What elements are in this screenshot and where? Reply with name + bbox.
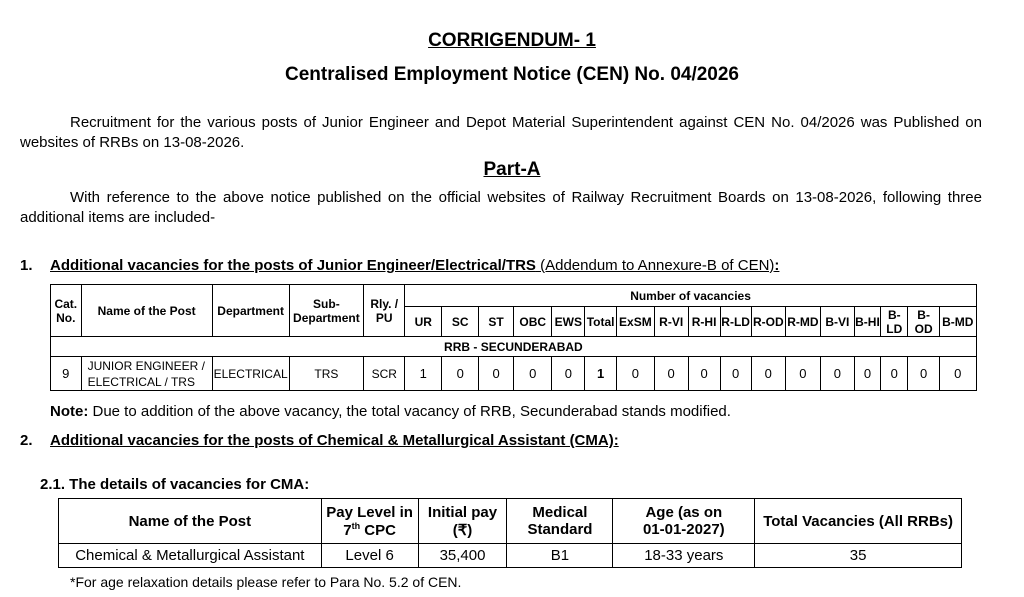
medical-line1: Medical <box>532 504 588 521</box>
header-col: R-MD <box>785 307 820 337</box>
header-pay-level <box>321 499 418 544</box>
cell-value: 0 <box>552 357 585 391</box>
cell-value: 0 <box>654 357 688 391</box>
cell-value: 0 <box>720 357 751 391</box>
intro-paragraph <box>20 113 982 153</box>
header-col: R-HI <box>688 307 720 337</box>
rrb-secunderabad-row: RRB - SECUNDERABAD <box>51 337 977 357</box>
cell-pay-level: Level 6 <box>321 544 418 568</box>
note <box>50 403 731 420</box>
cell-value: 0 <box>616 357 654 391</box>
header-col: B-VI <box>820 307 854 337</box>
note-label: Note: <box>50 403 89 420</box>
header-department: Department <box>212 285 289 337</box>
initial-pay-line2: (₹) <box>452 521 473 539</box>
header-total-vacancies: Total Vacancies (All RRBs) <box>755 499 962 544</box>
cell-value: 0 <box>785 357 820 391</box>
cell-post: Chemical & Metallurgical Assistant <box>59 544 322 568</box>
header-name-of-post: Name of the Post <box>81 285 212 337</box>
header-col: OBC <box>514 307 552 337</box>
header-col: ExSM <box>616 307 654 337</box>
header-col: B-OD <box>908 307 939 337</box>
cell-value-total: 1 <box>585 357 617 391</box>
medical-line2: Standard <box>527 521 593 538</box>
header-rly-pu: Rly. / PU <box>364 285 405 337</box>
age-line1: Age (as on <box>645 504 723 521</box>
pay-level-cpc: CPC <box>360 521 396 539</box>
header-col: B-LD <box>881 307 908 337</box>
junior-engineer-vacancy-table <box>50 284 1011 391</box>
header-col: Total <box>585 307 617 337</box>
header-col: B-MD <box>939 307 976 337</box>
header-col: SC <box>442 307 479 337</box>
item2-subheading: 2.1. The details of vacancies for CMA: <box>40 476 310 493</box>
cell-value: 0 <box>939 357 976 391</box>
header-col: R-VI <box>654 307 688 337</box>
part-title: Part-A <box>483 159 541 180</box>
page-title: CORRIGENDUM- 1 <box>428 30 596 51</box>
pay-level-th: th <box>351 520 361 531</box>
header-cat-no: Cat. No. <box>51 285 82 337</box>
cell-value: 0 <box>908 357 939 391</box>
cell-rly: SCR <box>364 357 405 391</box>
pay-level-line1: Pay Level in <box>326 503 413 521</box>
footnote: *For age relaxation details please refer to Para No. 5.2 of CEN. <box>70 574 462 590</box>
cell-medical: B1 <box>507 544 613 568</box>
cell-age: 18-33 years <box>613 544 755 568</box>
cell-post: JUNIOR ENGINEER / ELECTRICAL / TRS <box>81 357 212 391</box>
page-subtitle: Centralised Employment Notice (CEN) No. 04/2026 <box>284 64 739 85</box>
header-col: UR <box>405 307 442 337</box>
cell-value: 0 <box>514 357 552 391</box>
cell-cat: 9 <box>51 357 82 391</box>
header-sub-department: Sub-Department <box>289 285 364 337</box>
note-text: Due to addition of the above vacancy, the total vacancy of RRB, Secunderabad stands modified. <box>88 403 731 420</box>
cell-value: 0 <box>820 357 854 391</box>
cell-value: 0 <box>751 357 785 391</box>
cell-value: 0 <box>688 357 720 391</box>
item1-heading <box>50 257 779 274</box>
header-col: R-OD <box>751 307 785 337</box>
cell-total: 35 <box>755 544 962 568</box>
header-initial-pay <box>418 499 507 544</box>
cell-value: 1 <box>405 357 442 391</box>
cell-value: 0 <box>881 357 908 391</box>
header-number-of-vacancies: Number of vacancies <box>405 285 976 307</box>
header-col: ST <box>479 307 514 337</box>
header-col: R-LD <box>720 307 751 337</box>
header-age <box>613 499 755 544</box>
intro-text: Recruitment for the various posts of Junior Engineer and Depot Material Superintendent against CEN No. 04/2026 was Published on websites of RRBs on 13-08-2026. <box>20 114 982 151</box>
initial-pay-line1: Initial pay <box>427 503 498 521</box>
item2-heading: Additional vacancies for the posts of Chemical & Metallurgical Assistant (CMA): <box>50 432 619 449</box>
pay-level-7: 7 <box>343 521 352 539</box>
cell-value: 0 <box>854 357 880 391</box>
header-col: B-HI <box>854 307 880 337</box>
cell-department: ELECTRICAL <box>212 357 289 391</box>
part-text: With reference to the above notice published on the official websites of Railway Recruitment Boards on 13-08-2026, following three additional items are included- <box>20 189 982 226</box>
header-col: EWS <box>552 307 585 337</box>
cell-initial-pay: 35,400 <box>418 544 507 568</box>
item1-number: 1. <box>20 257 33 274</box>
cma-vacancy-table <box>58 498 962 568</box>
item1-heading-suffix: (Addendum to Annexure-B of CEN) <box>535 257 775 274</box>
item1-heading-end: : <box>774 257 780 274</box>
age-line2: 01-01-2027) <box>642 521 725 538</box>
header-name-of-post: Name of the Post <box>59 499 322 544</box>
cell-value: 0 <box>479 357 514 391</box>
item1-heading-text: Additional vacancies for the posts of Junior Engineer/Electrical/TRS <box>50 257 536 274</box>
part-paragraph <box>20 188 982 228</box>
item2-number: 2. <box>20 432 33 449</box>
cell-sub-department: TRS <box>289 357 364 391</box>
cell-value: 0 <box>442 357 479 391</box>
header-medical-standard <box>507 499 613 544</box>
